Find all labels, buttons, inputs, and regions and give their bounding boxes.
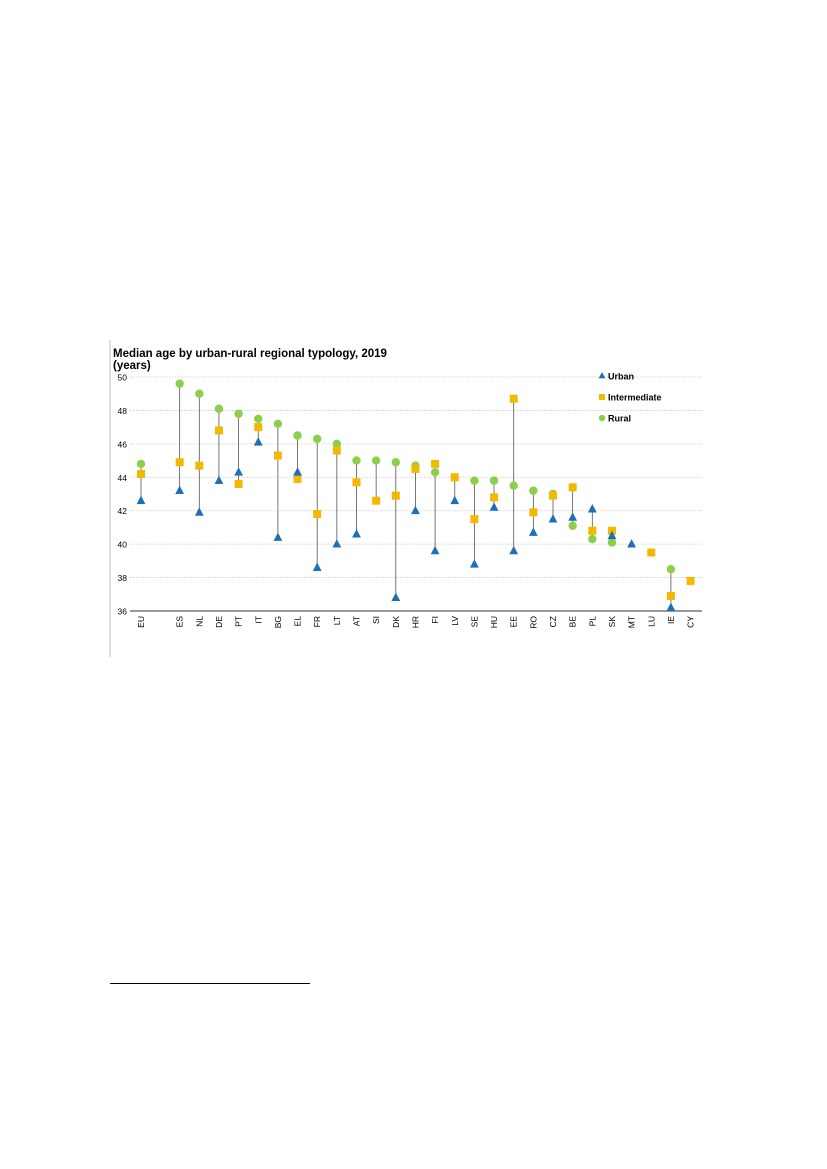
point-urban xyxy=(313,563,322,571)
point-rural xyxy=(608,538,616,546)
point-intermediate xyxy=(392,492,400,500)
point-urban xyxy=(175,486,184,494)
point-intermediate xyxy=(215,426,223,434)
point-intermediate xyxy=(411,465,419,473)
x-tick-label: ES xyxy=(174,616,185,628)
point-intermediate xyxy=(647,549,655,557)
x-tick-label: MT xyxy=(626,616,637,629)
legend-label-urban: Urban xyxy=(608,371,635,382)
point-rural xyxy=(137,460,145,468)
point-intermediate xyxy=(549,492,557,500)
point-urban xyxy=(293,467,302,475)
point-intermediate xyxy=(667,592,675,600)
point-urban xyxy=(411,506,420,514)
legend xyxy=(599,372,662,424)
point-intermediate xyxy=(176,458,184,466)
x-tick-label: SK xyxy=(606,616,617,628)
x-tick-label: IT xyxy=(253,616,264,624)
x-tick-label: CZ xyxy=(548,616,558,628)
point-rural xyxy=(588,535,596,543)
point-intermediate xyxy=(510,395,518,403)
x-tick-label: SE xyxy=(469,616,480,628)
point-rural xyxy=(254,415,262,423)
x-tick-label: BE xyxy=(567,616,578,628)
x-tick-label: FR xyxy=(312,616,323,628)
x-tick-label: EU xyxy=(136,616,146,628)
point-intermediate xyxy=(235,480,243,488)
point-intermediate xyxy=(333,447,341,455)
point-rural xyxy=(490,476,498,484)
legend-label-intermediate: Intermediate xyxy=(608,392,662,403)
point-urban xyxy=(254,437,263,445)
x-tick-label: DK xyxy=(390,616,401,628)
point-urban xyxy=(568,512,577,520)
point-urban xyxy=(549,514,558,522)
point-rural xyxy=(529,486,537,494)
point-urban xyxy=(332,539,341,547)
point-urban xyxy=(588,504,597,512)
point-intermediate xyxy=(569,483,577,491)
point-rural xyxy=(392,458,400,466)
point-rural xyxy=(372,456,380,464)
point-urban xyxy=(352,529,361,537)
x-tick-label: AT xyxy=(351,616,362,627)
point-urban xyxy=(450,496,459,504)
y-tick-label: 48 xyxy=(117,405,127,416)
point-rural xyxy=(431,468,439,476)
y-tick-label: 42 xyxy=(117,506,127,517)
chart-subtitle: (years) xyxy=(113,360,151,372)
point-intermediate xyxy=(137,470,145,478)
x-tick-label: FI xyxy=(430,616,441,624)
y-tick-label: 38 xyxy=(117,573,127,584)
point-urban xyxy=(431,546,440,554)
point-rural xyxy=(234,410,242,418)
x-tick-label: RO xyxy=(528,616,539,629)
point-rural xyxy=(293,431,301,439)
point-urban xyxy=(529,527,538,535)
point-intermediate xyxy=(313,510,321,518)
point-intermediate xyxy=(687,577,695,585)
y-tick-label: 44 xyxy=(117,472,127,483)
point-intermediate xyxy=(451,473,459,481)
x-tick-label: PL xyxy=(587,616,598,627)
point-intermediate xyxy=(372,497,380,505)
y-tick-label: 40 xyxy=(117,539,127,550)
point-urban xyxy=(490,502,499,510)
x-axis xyxy=(136,616,696,629)
point-rural xyxy=(215,405,223,413)
point-intermediate xyxy=(274,452,282,460)
y-tick-label: 36 xyxy=(117,606,127,617)
point-urban xyxy=(274,532,283,540)
legend-label-rural: Rural xyxy=(608,413,632,424)
x-tick-label: IE xyxy=(665,616,676,625)
x-tick-label: CY xyxy=(685,616,696,628)
point-intermediate xyxy=(490,493,498,501)
y-axis xyxy=(118,373,128,617)
x-tick-label: PT xyxy=(233,616,244,627)
point-intermediate xyxy=(470,515,478,523)
point-intermediate xyxy=(294,475,302,483)
connector-layer xyxy=(141,384,671,608)
point-urban xyxy=(470,559,479,567)
point-intermediate xyxy=(195,462,203,470)
point-urban xyxy=(667,603,676,611)
chart-title: Median age by urban-rural regional typology, 2019 xyxy=(113,348,387,360)
point-rural xyxy=(352,456,360,464)
x-tick-label: EL xyxy=(292,616,303,627)
x-tick-label: NL xyxy=(194,616,205,627)
x-tick-label: LT xyxy=(331,616,342,626)
point-urban xyxy=(137,496,146,504)
point-urban xyxy=(234,467,243,475)
point-rural xyxy=(568,522,576,530)
x-tick-label: DE xyxy=(213,616,224,628)
point-urban xyxy=(391,593,400,601)
x-tick-label: EE xyxy=(508,616,519,628)
point-intermediate xyxy=(353,478,361,486)
x-tick-label: LU xyxy=(646,616,657,627)
legend-swatch-intermediate xyxy=(599,394,605,400)
point-urban xyxy=(627,539,636,547)
legend-swatch-urban xyxy=(599,372,606,378)
point-rural xyxy=(313,435,321,443)
point-rural xyxy=(175,379,183,387)
y-tick-label: 46 xyxy=(117,439,127,450)
y-tick-label: 50 xyxy=(117,372,127,383)
point-rural xyxy=(274,420,282,428)
point-intermediate xyxy=(588,527,596,535)
point-intermediate xyxy=(529,508,537,516)
legend-swatch-rural xyxy=(599,415,605,421)
point-urban xyxy=(195,507,204,515)
x-tick-label: BG xyxy=(272,616,283,629)
x-tick-label: HR xyxy=(410,616,421,629)
point-rural xyxy=(470,476,478,484)
point-intermediate xyxy=(431,460,439,468)
point-urban xyxy=(509,546,518,554)
point-intermediate xyxy=(254,423,262,431)
x-tick-label: SI xyxy=(371,616,382,625)
x-tick-label: LV xyxy=(449,616,460,626)
point-rural xyxy=(195,390,203,398)
point-rural xyxy=(667,565,675,573)
point-rural xyxy=(510,481,518,489)
x-tick-label: HU xyxy=(489,616,500,629)
grid-layer xyxy=(130,377,702,611)
point-urban xyxy=(215,476,224,484)
